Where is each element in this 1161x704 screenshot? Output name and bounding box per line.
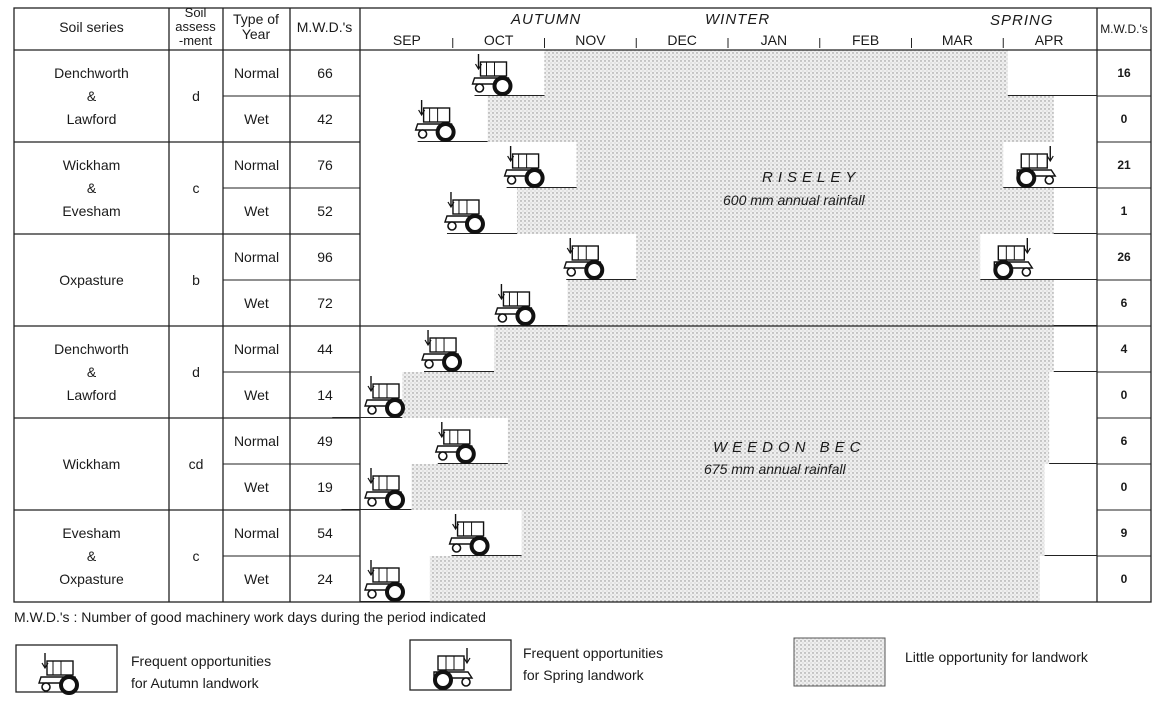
spring-mwd-cell: 6 — [1120, 434, 1128, 448]
spring-mwd-cell: 0 — [1120, 388, 1128, 402]
little-opportunity-band — [545, 50, 1008, 96]
header-soil-assessment-1: Soil — [184, 5, 207, 20]
soil-series-cell — [14, 142, 169, 234]
legend-autumn-line-1: Frequent opportunities — [131, 653, 272, 669]
legend-spring-line-2: for Spring landwork — [523, 667, 644, 683]
soil-series-name: Evesham — [62, 202, 121, 219]
soil-series-cell — [14, 510, 169, 602]
month-nov: NOV — [575, 32, 606, 48]
header-soil-assessment-2: assess — [175, 19, 216, 34]
season-winter: WINTER — [705, 11, 771, 28]
site-rainfall-weedon-bec: 675 mm annual rainfall — [704, 461, 846, 477]
header-soil-series: Soil series — [59, 19, 124, 35]
autumn-tractor-icon — [365, 468, 403, 508]
month-dec: DEC — [667, 32, 697, 48]
mwd-value-cell: 54 — [317, 525, 333, 541]
type-of-year-cell: Wet — [244, 203, 269, 219]
spring-mwd-cell: 1 — [1120, 204, 1128, 218]
mwd-value-cell: 72 — [317, 295, 333, 311]
soil-assessment-cell: cd — [188, 456, 204, 472]
soil-series-name: & — [86, 547, 97, 564]
legend-spring-label — [523, 642, 663, 686]
autumn-tractor-icon — [365, 376, 403, 416]
little-opportunity-band — [636, 234, 980, 280]
spring-mwd-cell: 26 — [1117, 250, 1131, 264]
spring-mwd-cell: 16 — [1117, 66, 1131, 80]
mwd-value-cell: 24 — [317, 571, 333, 587]
autumn-tractor-icon — [450, 514, 488, 554]
soil-series-name: Denchworth — [54, 64, 129, 81]
spring-mwd-cell: 21 — [1117, 158, 1131, 172]
soil-series-cell — [14, 50, 169, 142]
month-mar: MAR — [941, 32, 973, 48]
soil-series-name: Lawford — [66, 386, 117, 403]
header-soil-assessment-3: -ment — [178, 33, 213, 48]
type-of-year-cell: Wet — [244, 111, 269, 127]
footnote: M.W.D.'s : Number of good machinery work days during the period indicated — [14, 609, 486, 625]
mwd-value-cell: 49 — [317, 433, 333, 449]
header-soil-assessment — [169, 6, 222, 48]
soil-assessment-cell: c — [192, 180, 200, 196]
type-of-year-cell: Normal — [233, 249, 280, 265]
mwd-value-cell: 42 — [317, 111, 333, 127]
spring-mwd-cell: 9 — [1120, 526, 1128, 540]
mwd-value-cell: 96 — [317, 249, 333, 265]
mwd-value-cell: 14 — [317, 387, 333, 403]
soil-series-name: & — [86, 363, 97, 380]
type-of-year-cell: Normal — [233, 65, 280, 81]
type-of-year-cell: Wet — [244, 479, 269, 495]
soil-series-name: Oxpasture — [59, 271, 124, 288]
month-sep: SEP — [392, 32, 421, 48]
soil-assessment-cell: c — [192, 548, 200, 564]
type-of-year-cell: Wet — [244, 571, 269, 587]
site-name-weedon-bec: WEEDON BEC — [713, 439, 866, 456]
header-type-of-year-2: Year — [241, 26, 271, 42]
soil-series-cell — [14, 418, 169, 510]
spring-mwd-cell: 0 — [1120, 480, 1128, 494]
autumn-tractor-icon — [365, 560, 403, 600]
legend-spring-tractor-icon — [434, 648, 472, 688]
site-rainfall-riseley: 600 mm annual rainfall — [723, 192, 865, 208]
mwd-value-cell: 66 — [317, 65, 333, 81]
mwd-value-cell: 76 — [317, 157, 333, 173]
legend-little-swatch — [794, 638, 885, 686]
season-spring: SPRING — [990, 12, 1054, 29]
little-opportunity-band — [430, 556, 1040, 602]
mwd-value-cell: 19 — [317, 479, 333, 495]
autumn-tractor-icon — [436, 422, 474, 462]
soil-assessment-cell: b — [192, 272, 200, 288]
spring-mwd-cell: 0 — [1120, 572, 1128, 586]
soil-series-name: & — [86, 179, 97, 196]
header-type-of-year — [223, 12, 289, 42]
soil-assessment-cell: d — [192, 88, 200, 104]
autumn-tractor-icon — [505, 146, 543, 186]
soil-series-cell — [14, 234, 169, 326]
soil-assessment-cell: d — [192, 364, 200, 380]
spring-mwd-cell: 0 — [1120, 112, 1128, 126]
site-name-riseley: RISELEY — [762, 169, 861, 186]
little-opportunity-band — [522, 510, 1045, 556]
little-opportunity-band — [488, 96, 1054, 142]
legend-spring-line-1: Frequent opportunities — [523, 645, 664, 661]
legend-little-label: Little opportunity for landwork — [905, 649, 1088, 665]
type-of-year-cell: Normal — [233, 525, 280, 541]
month-apr: APR — [1034, 32, 1064, 48]
spring-mwd-cell: 4 — [1120, 342, 1128, 356]
autumn-tractor-icon — [495, 284, 533, 324]
soil-series-name: Denchworth — [54, 340, 129, 357]
soil-series-name: & — [86, 87, 97, 104]
type-of-year-cell: Normal — [233, 341, 280, 357]
month-jan: JAN — [760, 32, 788, 48]
spring-tractor-icon — [1017, 146, 1055, 186]
header-mwds-right: M.W.D.'s — [1100, 22, 1148, 36]
legend-autumn-tractor-icon — [39, 653, 77, 693]
type-of-year-cell: Wet — [244, 387, 269, 403]
autumn-tractor-icon — [422, 330, 460, 370]
header-mwds: M.W.D.'s — [296, 19, 353, 35]
mwd-value-cell: 52 — [317, 203, 333, 219]
type-of-year-cell: Wet — [244, 295, 269, 311]
legend-autumn-line-2: for Autumn landwork — [131, 675, 259, 691]
soil-series-name: Wickham — [62, 156, 121, 173]
type-of-year-cell: Normal — [233, 157, 280, 173]
soil-series-name: Wickham — [62, 455, 121, 472]
soil-series-cell — [14, 326, 169, 418]
autumn-tractor-icon — [473, 54, 511, 94]
soil-series-name: Evesham — [62, 524, 121, 541]
spring-mwd-cell: 6 — [1120, 296, 1128, 310]
month-feb: FEB — [852, 32, 880, 48]
mwd-value-cell: 44 — [317, 341, 333, 357]
type-of-year-cell: Normal — [233, 433, 280, 449]
soil-series-name: Oxpasture — [59, 570, 124, 587]
season-autumn: AUTUMN — [511, 11, 582, 28]
autumn-tractor-icon — [416, 100, 454, 140]
spring-tractor-icon — [994, 238, 1032, 278]
legend-autumn-label — [131, 650, 271, 694]
month-oct: OCT — [483, 32, 514, 48]
header-type-of-year-1: Type of — [233, 11, 279, 27]
soil-series-name: Lawford — [66, 110, 117, 127]
little-opportunity-band — [567, 280, 1053, 326]
autumn-tractor-icon — [445, 192, 483, 232]
autumn-tractor-icon — [564, 238, 602, 278]
little-opportunity-band — [494, 326, 1054, 372]
little-opportunity-band — [402, 372, 1049, 418]
